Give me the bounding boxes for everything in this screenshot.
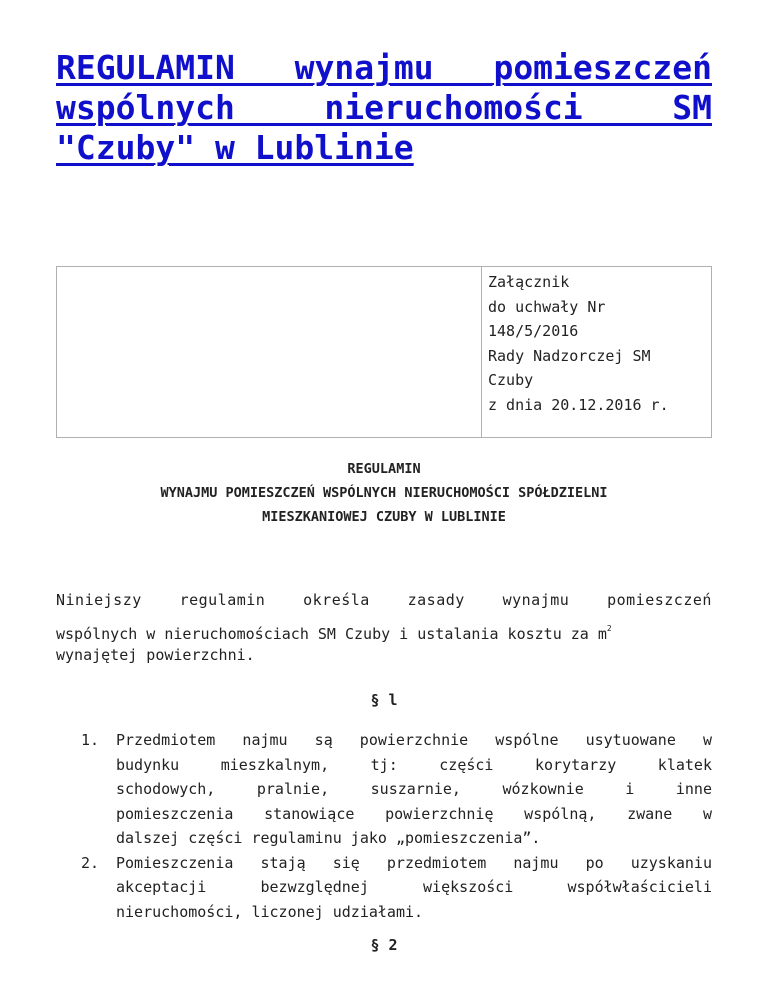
intro-word: Niniejszy [56,591,142,609]
annex-line-4: Rady Nadzorczej SM [488,346,651,365]
list-item-line: Pomieszczenia stają się przedmiotem najmu po uzyskaniu [116,853,712,872]
annex-table-row [57,267,712,438]
annex-line-6: z dnia 20.12.2016 r. [488,395,669,414]
list-item-line: pomieszczenia stanowiące powierzchnię wspólną, zwane w [116,804,712,823]
intro-line-2 [56,622,712,646]
heading-line-3: MIESZKANIOWEJ CZUBY W LUBLINIE [262,509,506,525]
list-item [56,851,712,925]
document-title [56,48,712,168]
intro-word: określa [303,591,370,609]
heading-line-1: REGULAMIN [347,461,421,477]
list-item-line: nieruchomości, liczonej udziałami. [116,902,424,921]
section-1-label: § l [370,691,398,709]
annex-line-2: do uchwały Nr [488,297,606,316]
section-1-list [56,728,712,924]
annex-line-3: 148/5/2016 [488,322,579,340]
list-item [56,728,712,851]
intro-line-1 [56,588,712,612]
title-line-2: wspólnych nieruchomości SM [56,88,712,127]
intro-line-3: wynajętej powierzchni. [56,646,255,664]
title-line-1: REGULAMIN wynajmu pomieszczeń [56,48,712,87]
list-item-line: budynku mieszkalnym, tj: części korytarzy klatek [116,755,712,774]
intro-word: regulamin [179,591,266,609]
annex-table [56,266,712,438]
intro-word: zasady [407,591,465,609]
document-page [56,48,712,954]
list-item-line: Przedmiotem najmu są powierzchnie wspólne usytuowane w [116,731,712,749]
list-item-line: schodowych, pralnie, suszarnie, wózkownie i inne [116,780,712,798]
section-2-label: § 2 [370,936,398,954]
annex-table-empty-cell [57,267,482,438]
list-item-number: 1. [81,731,100,749]
list-item-line: akceptacji bezwzględnej większości współwłaścicieli [116,878,712,896]
regulation-heading [56,457,712,529]
list-item-line: dalszej części regulaminu jako „pomieszczenia”. [116,829,541,847]
document-title-link[interactable] [56,48,712,168]
annex-line-5: Czuby [488,371,534,389]
annex-table-cell [482,267,712,438]
annex-line-1: Załącznik [488,273,570,291]
title-line-3: "Czuby" w Lublinie [56,128,414,167]
square-superscript: 2 [606,624,612,633]
intro-word: pomieszczeń [607,591,712,609]
list-item-number: 2. [81,853,100,872]
heading-line-2: WYNAJMU POMIESZCZEŃ WSPÓLNYCH NIERUCHOMOŚCI SPÓŁDZIELNI [160,485,608,501]
intro-paragraph [56,588,712,664]
intro-line-2-text: wspólnych w nieruchomościach SM Czuby i ustalania kosztu za m [56,625,607,643]
intro-word: wynajmu [502,591,570,609]
